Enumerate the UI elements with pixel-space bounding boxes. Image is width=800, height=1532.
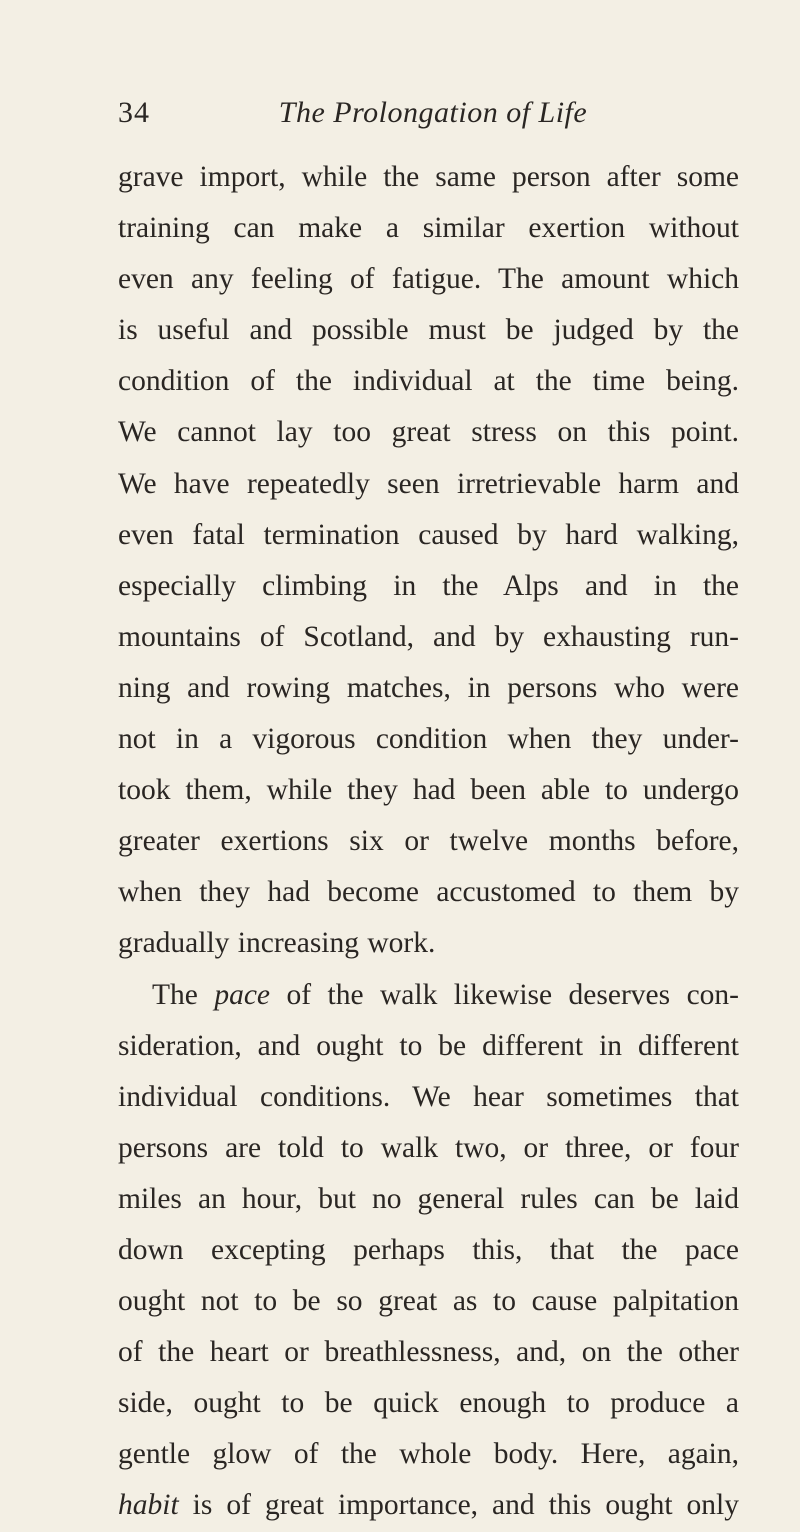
emphasis-pace: pace <box>214 978 271 1011</box>
text-line-24: of the heart or breathlessness, and, on the other <box>118 1336 739 1369</box>
body-text <box>118 152 739 1532</box>
text-line-25: side, ought to be quick enough to produce a <box>118 1387 739 1420</box>
text-line-1: grave import, while the same person after some <box>118 161 739 193</box>
text-line-15: when they had become accustomed to them by <box>118 876 739 909</box>
text-line-5: condition of the individual at the time being. <box>118 365 739 398</box>
text-line-17-post: of the walk likewise deserves con- <box>270 978 739 1011</box>
text-line-16: gradually increasing work. <box>118 927 436 960</box>
emphasis-habit: habit <box>118 1489 179 1522</box>
text-line-27 <box>118 1480 739 1531</box>
text-line-22: down excepting perhaps this, that the pace <box>118 1233 739 1266</box>
text-line-12: not in a vigorous condition when they under- <box>118 723 739 756</box>
text-line-11: ning and rowing matches, in persons who were <box>118 671 739 704</box>
text-line-23: ought not to be so great as to cause palpitation <box>118 1285 739 1318</box>
text-line-3: even any feeling of fatigue. The amount which <box>118 263 739 296</box>
text-line-17 <box>118 970 739 1021</box>
text-line-10: mountains of Scotland, and by exhausting run- <box>118 620 739 653</box>
text-line-13: took them, while they had been able to undergo <box>118 774 739 807</box>
text-line-18: sideration, and ought to be different in different <box>118 1029 739 1062</box>
text-line-27-post: is of great importance, and this ought only <box>178 1489 739 1522</box>
text-line-26: gentle glow of the whole body. Here, again, <box>118 1438 739 1471</box>
text-line-2: training can make a similar exertion without <box>118 212 739 245</box>
text-line-19: individual conditions. We hear sometimes that <box>118 1080 739 1113</box>
text-line-21: miles an hour, but no general rules can be laid <box>118 1182 739 1215</box>
page-number: 34 <box>118 96 150 129</box>
text-line-20: persons are told to walk two, or three, or four <box>118 1131 739 1164</box>
text-line-14: greater exertions six or twelve months before, <box>118 825 739 858</box>
running-title: The Prolongation of Life <box>278 96 588 129</box>
text-line-7: We have repeatedly seen irretrievable harm and <box>118 467 739 500</box>
text-line-8: even fatal termination caused by hard walking, <box>118 518 739 551</box>
text-line-17-pre: The <box>152 978 215 1011</box>
running-head <box>118 96 748 136</box>
text-line-6: We cannot lay too great stress on this point. <box>118 416 739 449</box>
text-line-9: especially climbing in the Alps and in the <box>118 569 739 602</box>
text-line-4: is useful and possible must be judged by the <box>118 314 739 347</box>
